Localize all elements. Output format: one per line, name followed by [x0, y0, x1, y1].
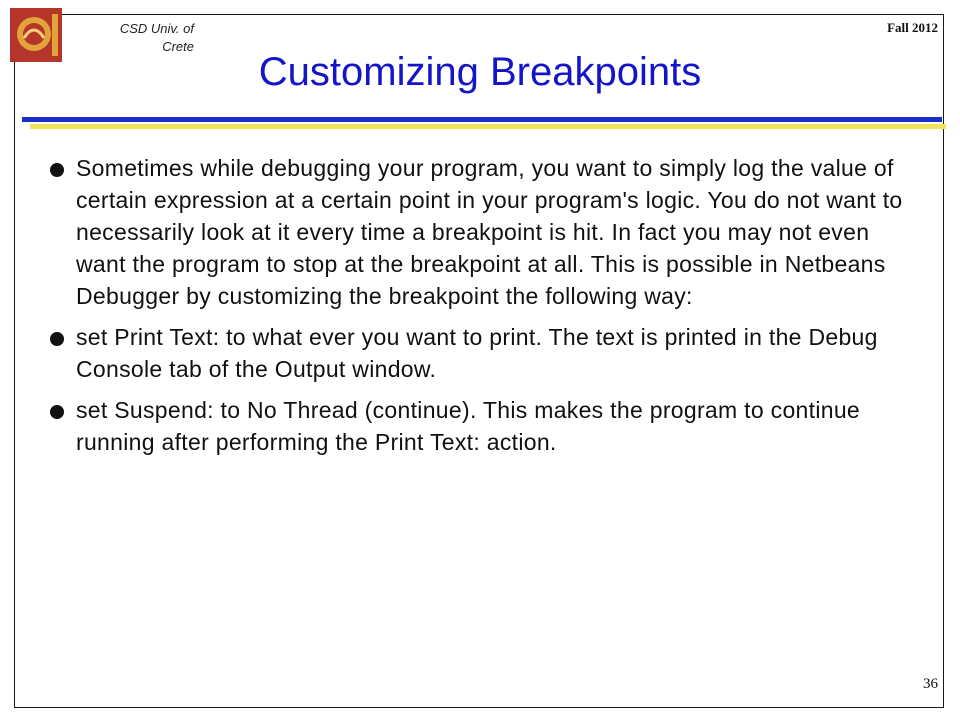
institution-line1: CSD Univ. of: [119, 21, 194, 36]
bullet-text: set Print Text: to what ever you want to print. The text is printed in the Debug Console tab of the Output window.: [76, 324, 878, 382]
title-rule-yellow: [30, 124, 946, 129]
bullet-list: [48, 152, 918, 467]
bullet-item: [48, 321, 918, 385]
title-rule-blue: [22, 117, 942, 122]
bullet-text: set Suspend: to No Thread (continue). This makes the program to continue running after performing the Print Text: action.: [76, 397, 861, 455]
page-number: 36: [923, 676, 938, 692]
bullet-dot-icon: [50, 163, 64, 177]
bullet-item: [48, 152, 918, 312]
bullet-item: [48, 394, 918, 458]
institution-line2: Crete: [162, 39, 194, 54]
bullet-dot-icon: [50, 405, 64, 419]
semester-label: Fall 2012: [887, 20, 938, 35]
slide-title: Customizing Breakpoints: [258, 50, 702, 94]
bullet-text: Sometimes while debugging your program, you want to simply log the value of certain expression at a certain point in your program's logic. You do not want to necessarily look at it every time a breakpoint is hit. In fact you may not even want the program to stop at the breakpoint at all. This is possible in Netbeans Debugger by customizing the breakpoint the following way:: [76, 155, 903, 309]
bullet-dot-icon: [50, 332, 64, 346]
